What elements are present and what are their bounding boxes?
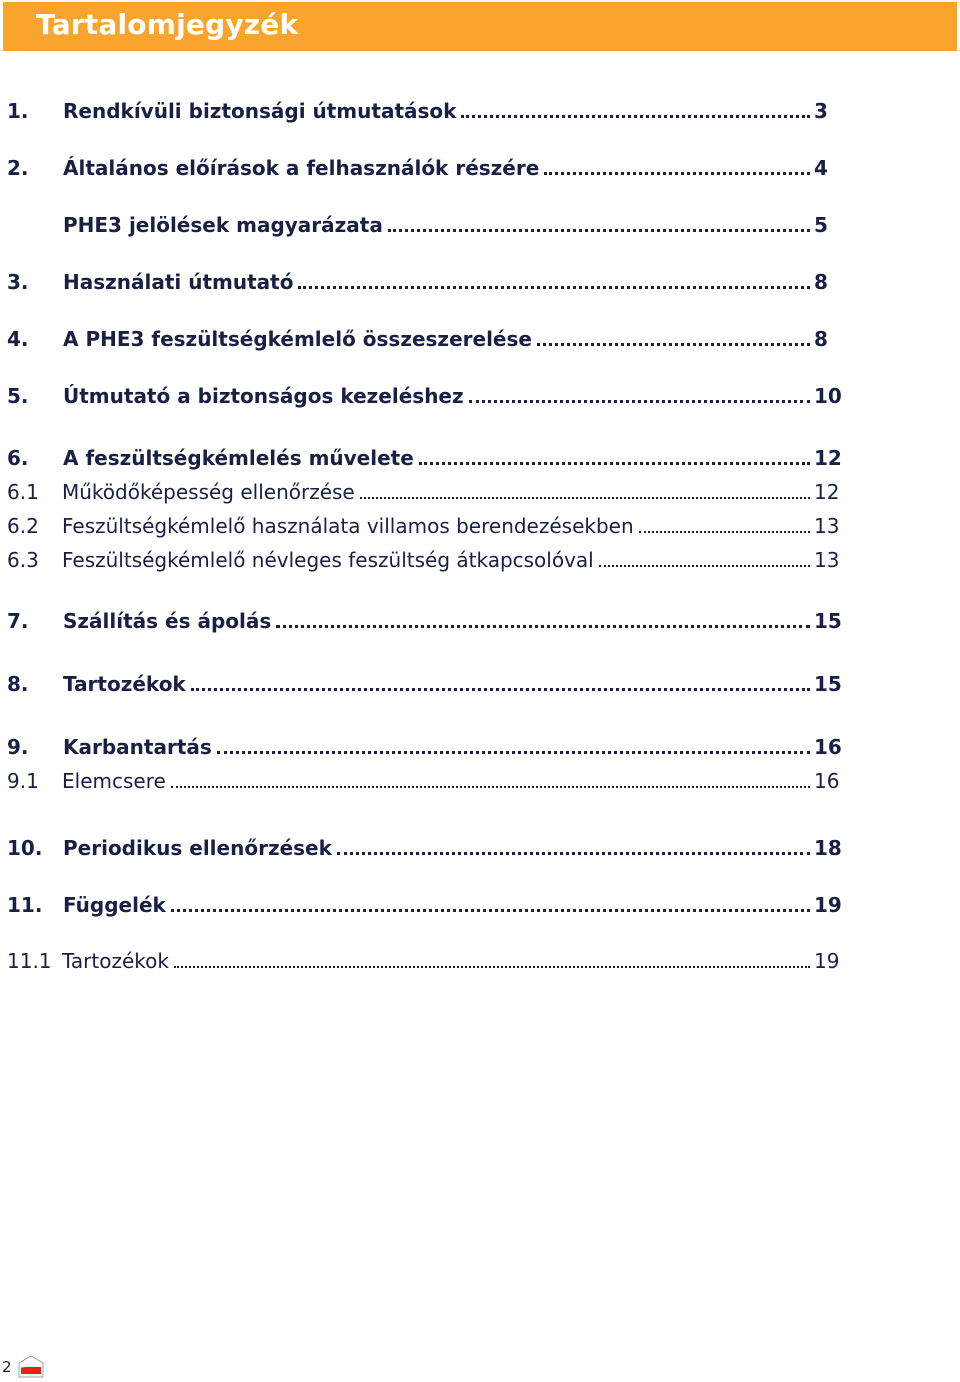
toc-entry-6-2[interactable]	[0, 511, 850, 541]
dehn-logo-icon	[18, 1354, 44, 1378]
toc-page: 12	[814, 446, 842, 470]
dot-leader	[544, 153, 810, 183]
toc-entry-3[interactable]	[0, 267, 850, 297]
toc-label: Periodikus ellenőrzések	[63, 836, 332, 860]
page-number: 2	[2, 1358, 12, 1376]
dot-leader	[191, 669, 810, 699]
toc-page: 13	[814, 514, 840, 538]
toc-page: 19	[814, 893, 842, 917]
toc-page: 8	[814, 327, 828, 351]
toc-label: A PHE3 feszültségkémlelő összeszerelése	[63, 327, 532, 351]
toc-number: 3.	[7, 270, 29, 294]
toc-entry-6[interactable]	[0, 443, 850, 473]
toc-entry-9[interactable]	[0, 732, 850, 762]
toc-number: 2.	[7, 156, 29, 180]
toc-page: 10	[814, 384, 842, 408]
toc-number: 4.	[7, 327, 29, 351]
dot-leader	[171, 890, 810, 920]
toc-label: Függelék	[63, 893, 166, 917]
toc-page: 13	[814, 548, 840, 572]
toc-label: Karbantartás	[63, 735, 212, 759]
toc-number: 7.	[7, 609, 29, 633]
toc-label: PHE3 jelölések magyarázata	[63, 213, 383, 237]
toc-entry-8[interactable]	[0, 669, 850, 699]
toc-number: 9.	[7, 735, 29, 759]
toc-entry-11-1[interactable]	[0, 946, 850, 976]
toc-page: 5	[814, 213, 828, 237]
dot-leader	[171, 766, 810, 796]
toc-label: Tartozékok	[63, 672, 186, 696]
dot-leader	[639, 511, 810, 541]
dot-leader	[419, 443, 810, 473]
toc-page: 15	[814, 672, 842, 696]
toc-entry-phe3[interactable]	[0, 210, 850, 240]
toc-entry-9-1[interactable]	[0, 766, 850, 796]
toc-label: Feszültségkémlelő névleges feszültség átkapcsolóval	[62, 548, 594, 572]
dot-leader	[337, 833, 810, 863]
dot-leader	[174, 946, 810, 976]
toc-entry-5[interactable]	[0, 381, 850, 411]
dot-leader	[276, 606, 810, 636]
toc-entry-11[interactable]	[0, 890, 850, 920]
dot-leader	[360, 477, 810, 507]
page-title: Tartalomjegyzék	[36, 8, 299, 41]
dot-leader	[537, 324, 810, 354]
toc-number: 1.	[7, 99, 29, 123]
toc-number: 6.2	[7, 514, 39, 538]
toc-entry-4[interactable]	[0, 324, 850, 354]
toc-number: 8.	[7, 672, 29, 696]
toc-label: Rendkívüli biztonsági útmutatások	[63, 99, 457, 123]
toc-label: Használati útmutató	[63, 270, 294, 294]
toc-entry-2[interactable]	[0, 153, 850, 183]
toc-entry-6-3[interactable]	[0, 545, 850, 575]
toc-entry-7[interactable]	[0, 606, 850, 636]
toc-label: Működőképesség ellenőrzése	[62, 480, 355, 504]
toc-label: Tartozékok	[62, 949, 169, 973]
toc-number: 5.	[7, 384, 29, 408]
toc-label: Útmutató a biztonságos kezeléshez	[63, 384, 464, 408]
dot-leader	[599, 545, 810, 575]
toc-number: 6.1	[7, 480, 39, 504]
toc-page: 12	[814, 480, 840, 504]
toc-label: Elemcsere	[62, 769, 166, 793]
dot-leader	[217, 732, 810, 762]
toc-page: 4	[814, 156, 828, 180]
toc-page: 3	[814, 99, 828, 123]
dot-leader	[469, 381, 810, 411]
toc-page: 18	[814, 836, 842, 860]
toc-label: Általános előírások a felhasználók részére	[63, 156, 540, 180]
dot-leader	[298, 267, 810, 297]
toc-entry-1[interactable]	[0, 96, 850, 126]
toc-entry-6-1[interactable]	[0, 477, 850, 507]
toc-page: 8	[814, 270, 828, 294]
dot-leader	[461, 96, 810, 126]
toc-page: 19	[814, 949, 840, 973]
toc-page: 16	[814, 769, 840, 793]
toc-number: 9.1	[7, 769, 39, 793]
toc-number: 6.3	[7, 548, 39, 572]
dot-leader	[388, 210, 810, 240]
toc-page: 16	[814, 735, 842, 759]
toc-number: 6.	[7, 446, 29, 470]
toc-number: 11.	[7, 893, 43, 917]
toc-number: 11.1	[7, 949, 52, 973]
toc-entry-10[interactable]	[0, 833, 850, 863]
toc-page: 15	[814, 609, 842, 633]
toc-label: A feszültségkémlelés művelete	[63, 446, 414, 470]
toc-label: Feszültségkémlelő használata villamos berendezésekben	[62, 514, 634, 538]
toc-number: 10.	[7, 836, 43, 860]
toc-label: Szállítás és ápolás	[63, 609, 272, 633]
